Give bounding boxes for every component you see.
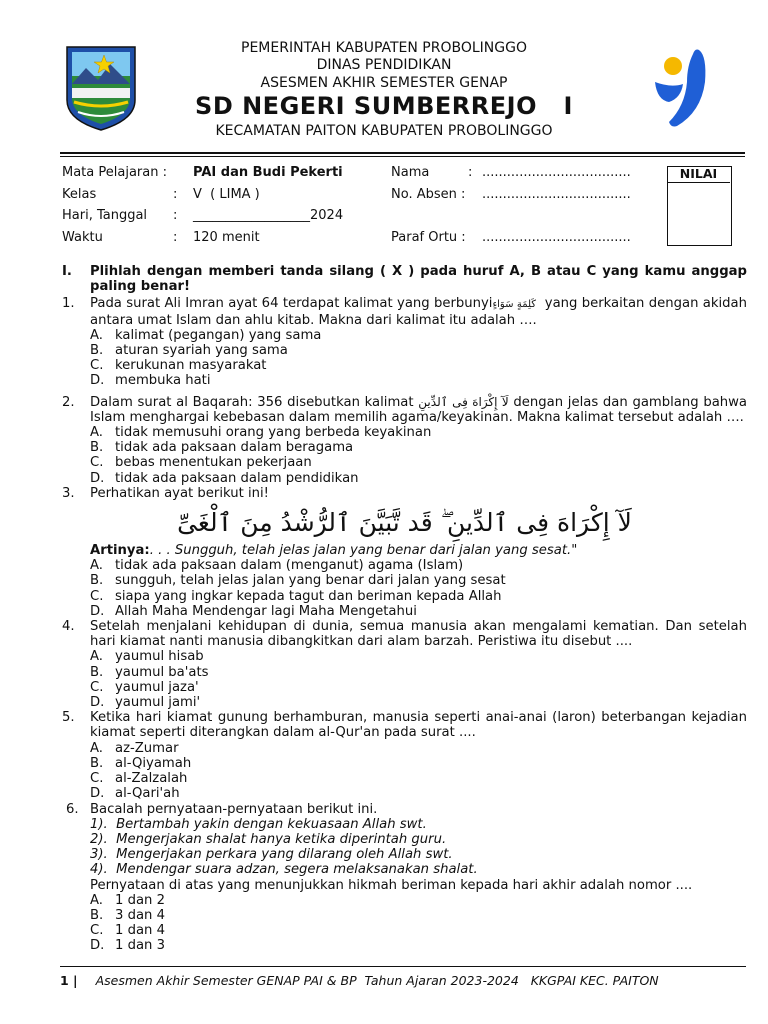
- question-list: [62, 264, 752, 954]
- question-text: Setelah menjalani kehidupan di dunia, semua manusia akan mengalami kematian. Dan setelah hari kiamat nanti manusia dibangkitkan dari alam barzah. Peristiwa itu disebut ....: [90, 619, 747, 650]
- arabic-verse: لَآ إِكْرَاهَ فِى ٱلدِّينِ ۖ قَد تَّبَيَّنَ ٱلرُّشْدُ مِنَ ٱلْغَىِّ: [177, 508, 632, 538]
- option-text: sungguh, telah jelas jalan yang benar dari jalan yang sesat: [115, 573, 506, 589]
- option[interactable]: [62, 343, 747, 358]
- translation-label: Artinya:: [90, 543, 150, 559]
- page-number: 1 |: [60, 973, 78, 988]
- option-letter: B.: [90, 343, 104, 359]
- date-label: Hari, Tanggal: [62, 208, 148, 223]
- option-letter: D.: [90, 938, 105, 954]
- question-2: [62, 395, 747, 425]
- option-text: az-Zumar: [115, 740, 179, 756]
- option[interactable]: [62, 649, 747, 664]
- option[interactable]: [62, 573, 747, 588]
- option-text: kalimat (pegangan) yang sama: [115, 327, 322, 343]
- statement-item: 3). Mengerjakan perkara yang dilarang oleh Allah swt.: [90, 847, 453, 863]
- question-4: [62, 619, 747, 649]
- option-text: yaumul ba'ats: [115, 664, 209, 680]
- option-text: yaumul hisab: [115, 649, 204, 665]
- class-colon: :: [173, 187, 178, 202]
- question-number: 4.: [62, 619, 75, 635]
- class-value: V ( LIMA ): [193, 187, 260, 202]
- parent-signature-field[interactable]: ....................................: [482, 230, 631, 245]
- option-text: tidak ada paksaan dalam beragama: [115, 440, 354, 456]
- time-colon: :: [173, 230, 178, 245]
- option-letter: A.: [90, 558, 103, 574]
- option[interactable]: [62, 893, 747, 908]
- option[interactable]: [62, 358, 747, 373]
- translation-text: . . . Sungguh, telah jelas jalan yang benar dari jalan yang sesat.": [149, 543, 578, 559]
- question-text: Pada surat Ali Imran ayat 64 terdapat kalimat yang berbunyi: [90, 296, 493, 312]
- name-label: Nama: [391, 165, 430, 180]
- option-text: siapa yang ingkar kepada tagut dan beriman kepada Allah: [115, 588, 502, 604]
- option-letter: B.: [90, 440, 104, 456]
- option-letter: B.: [90, 755, 104, 771]
- option-letter: A.: [90, 740, 103, 756]
- option-letter: B.: [90, 907, 104, 923]
- options-q5: [62, 741, 747, 802]
- question-text: Ketika hari kiamat gunung berhamburan, manusia seperti anai-anai (laron) beterbangan kejadian kiamat seperti diterangkan dalam al-Qur'an pada surat ....: [90, 710, 747, 741]
- section-instruction: [62, 264, 747, 294]
- question-1: [62, 296, 752, 328]
- options-q2: [62, 425, 747, 486]
- option[interactable]: [62, 455, 747, 470]
- option-text: 1 dan 2: [115, 892, 165, 908]
- options-q4: [62, 649, 747, 710]
- option-text: tidak ada paksaan dalam (menganut) agama (Islam): [115, 558, 464, 574]
- option[interactable]: [62, 923, 747, 938]
- option-text: 1 dan 4: [115, 923, 165, 939]
- option-letter: A.: [90, 892, 103, 908]
- time-label: Waktu: [62, 230, 103, 245]
- option-text: tidak ada paksaan dalam pendidikan: [115, 470, 359, 486]
- verse-translation: [62, 543, 747, 558]
- option-letter: C.: [90, 923, 104, 939]
- option-text: al-Qiyamah: [115, 755, 192, 771]
- parent-signature-label: Paraf Ortu :: [391, 230, 466, 245]
- name-field[interactable]: ....................................: [482, 165, 631, 180]
- option[interactable]: [62, 771, 747, 786]
- option-letter: C.: [90, 455, 104, 471]
- option[interactable]: [62, 786, 747, 801]
- option[interactable]: [62, 425, 747, 440]
- option-letter: A.: [90, 327, 103, 343]
- option-letter: D.: [90, 603, 105, 619]
- option[interactable]: [62, 695, 747, 710]
- question-number: 6.: [66, 801, 79, 817]
- header-exam-title: ASESMEN AKHIR SEMESTER GENAP: [260, 75, 508, 91]
- question-prompt: Pernyataan di atas yang menunjukkan hikmah beriman kepada hari akhir adalah nomor ....: [90, 877, 693, 893]
- options-q3: [62, 558, 747, 619]
- option-letter: C.: [90, 679, 104, 695]
- footer-text: Asesmen Akhir Semester GENAP PAI & BP Tahun Ajaran 2023-2024 KKGPAI KEC. PAITON: [95, 973, 659, 988]
- option-letter: C.: [90, 588, 104, 604]
- name-colon: :: [468, 165, 473, 180]
- option-letter: D.: [90, 470, 105, 486]
- subject-value: PAI dan Budi Pekerti: [193, 165, 343, 180]
- option[interactable]: [62, 558, 747, 573]
- option-text: membuka hati: [115, 373, 211, 389]
- option-text: kerukunan masyarakat: [115, 358, 267, 374]
- option-letter: A.: [90, 425, 103, 441]
- option-letter: A.: [90, 649, 103, 665]
- subject-label: Mata Pelajaran :: [62, 165, 167, 180]
- option[interactable]: [62, 908, 747, 923]
- header-divider: [60, 152, 745, 154]
- statement-item: 2). Mengerjakan shalat hanya ketika diperintah guru.: [90, 831, 447, 847]
- option-text: Allah Maha Mendengar lagi Maha Mengetahui: [115, 603, 417, 619]
- option[interactable]: [62, 373, 747, 388]
- option[interactable]: [62, 589, 747, 604]
- question-text: Perhatikan ayat berikut ini!: [90, 485, 269, 501]
- instruction-text: Plihlah dengan memberi tanda silang ( X ) pada huruf A, B atau C yang kamu anggap paling benar!: [90, 264, 747, 295]
- arabic-phrase: كَلِمَةٍ سَوَاءٍ: [492, 299, 537, 311]
- option-letter: D.: [90, 695, 105, 711]
- question-text-cont: dengan jelas dan gamblang bahwa Islam menghargai kebebasan dalam memilih agama/keyakinan. Makna kalimat tersebut adalah ….: [90, 394, 747, 425]
- header-department: DINAS PENDIDIKAN: [316, 57, 452, 73]
- option-text: al-Zalzalah: [115, 771, 188, 787]
- option-text: 3 dan 4: [115, 907, 165, 923]
- option[interactable]: [62, 665, 747, 680]
- date-field[interactable]: __________________2024: [193, 208, 344, 223]
- option-text: yaumul jaza': [115, 679, 199, 695]
- absence-number-label: No. Absen :: [391, 187, 466, 202]
- header-school-name: SD NEGERI SUMBERREJO I: [195, 92, 573, 120]
- header-divider-thin: [60, 156, 745, 157]
- option-text: tidak memusuhi orang yang berbeda keyakinan: [115, 425, 432, 441]
- score-label: NILAI: [667, 166, 730, 183]
- question-text: Bacalah pernyataan-pernyataan berikut ini.: [90, 801, 378, 817]
- option-text: 1 dan 3: [115, 938, 165, 954]
- option-text: aturan syariah yang sama: [115, 343, 288, 359]
- section-number: I.: [62, 264, 72, 279]
- statement-item: 1). Bertambah yakin dengan kekuasaan Allah swt.: [90, 816, 427, 832]
- header-government: PEMERINTAH KABUPATEN PROBOLINGGO: [241, 40, 527, 56]
- option[interactable]: [62, 680, 747, 695]
- header-district: KECAMATAN PAITON KABUPATEN PROBOLINGGO: [215, 123, 553, 139]
- question-3: [62, 486, 747, 501]
- date-colon: :: [173, 208, 178, 223]
- option-text: al-Qari'ah: [115, 786, 180, 802]
- class-label: Kelas: [62, 187, 97, 202]
- option[interactable]: [62, 440, 747, 455]
- option[interactable]: [62, 604, 747, 619]
- option-letter: D.: [90, 786, 105, 802]
- option-text: bebas menentukan pekerjaan: [115, 455, 312, 471]
- statement-item: 4). Mendengar suara adzan, segera melaksanakan shalat.: [90, 862, 478, 878]
- option-letter: D.: [90, 373, 105, 389]
- option[interactable]: [62, 471, 747, 486]
- time-value: 120 menit: [193, 230, 260, 245]
- question-text: Dalam surat al Baqarah: 356 disebutkan kalimat: [90, 394, 419, 410]
- page-footer: [60, 966, 746, 988]
- question-6: [66, 802, 747, 817]
- options-q1: [62, 328, 747, 389]
- option[interactable]: [62, 756, 747, 771]
- option-letter: B.: [90, 664, 104, 680]
- question-text-cont: yang berkaitan dengan akidah antara umat Islam dan ahlu kitab. Makna dari kalimat itu adalah ….: [90, 296, 752, 328]
- option-letter: B.: [90, 573, 104, 589]
- absence-number-field[interactable]: ....................................: [482, 187, 631, 202]
- option-letter: C.: [90, 771, 104, 787]
- question-5: [62, 710, 747, 740]
- option-letter: C.: [90, 358, 104, 374]
- option[interactable]: [62, 741, 747, 756]
- option-text: yaumul jami': [115, 695, 201, 711]
- statement-list: [62, 817, 747, 878]
- option[interactable]: [62, 328, 747, 343]
- arabic-phrase: لَآ إِكْرَاهَ فِى ٱلدِّينِ: [418, 394, 509, 409]
- question-number: 1.: [62, 296, 75, 312]
- option[interactable]: [62, 938, 747, 953]
- options-q6: [62, 893, 747, 954]
- question-number: 5.: [62, 710, 75, 726]
- question-number: 2.: [62, 394, 75, 410]
- question-number: 3.: [62, 485, 75, 501]
